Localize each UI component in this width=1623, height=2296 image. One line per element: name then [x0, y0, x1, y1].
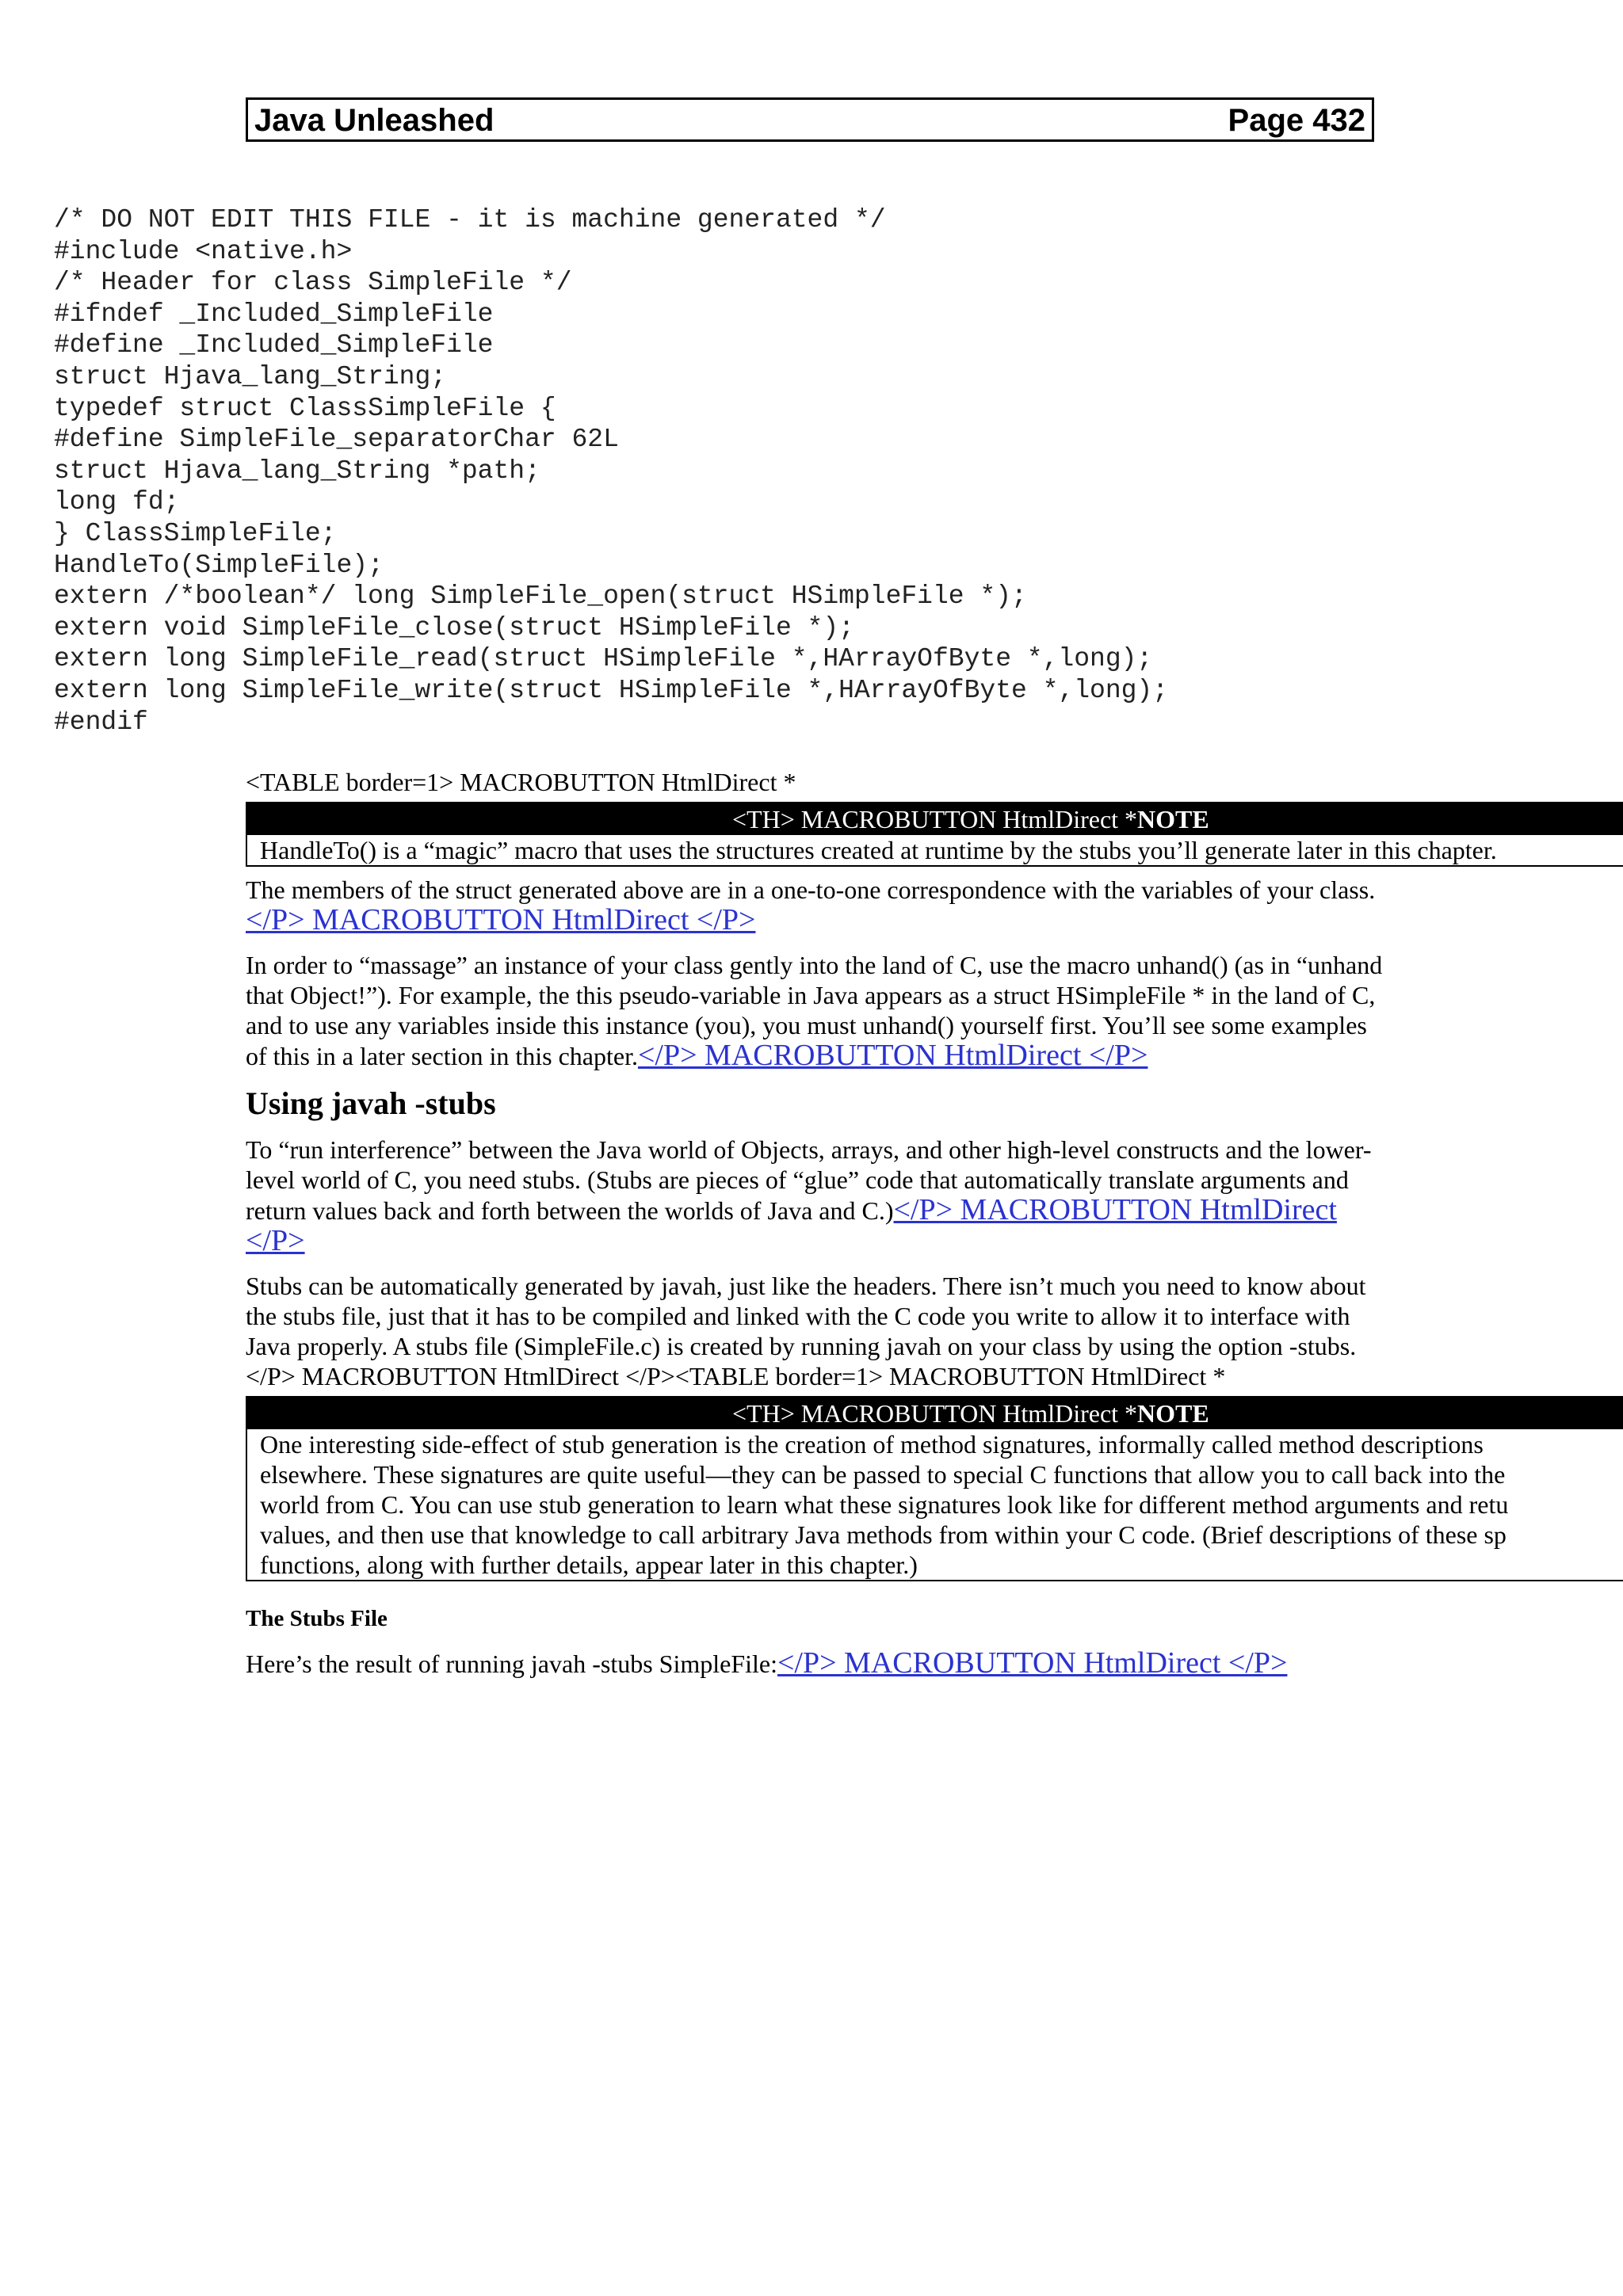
code-line: } ClassSimpleFile; — [54, 518, 337, 548]
code-line: #define SimpleFile_separatorChar 62L — [54, 425, 619, 455]
note-line: functions, along with further details, appear later in this chapter.) — [260, 1550, 918, 1579]
document-body — [246, 767, 1623, 1693]
code-line: struct Hjava_lang_String; — [54, 361, 447, 391]
note-line: world from C. You can use stub generation to learn what these signatures look like for different method arguments and retu — [260, 1490, 1509, 1519]
book-title: Java Unleashed — [254, 103, 495, 138]
code-line: HandleTo(SimpleFile); — [54, 550, 384, 580]
note-label: NOTE — [1137, 805, 1209, 833]
note-label: NOTE — [1137, 1399, 1209, 1428]
macrobutton-link[interactable]: </P> MACROBUTTON HtmlDirect </P> — [246, 903, 756, 936]
note-body — [246, 1429, 1623, 1581]
note-header-prefix: <TH> MACROBUTTON HtmlDirect * — [732, 1399, 1138, 1428]
paragraph — [246, 1648, 1387, 1679]
code-line: extern long SimpleFile_write(struct HSimpleFile *,HArrayOfByte *,long); — [54, 675, 1169, 705]
code-line: #ifndef _Included_SimpleFile — [54, 299, 494, 329]
code-line: typedef struct ClassSimpleFile { — [54, 393, 556, 423]
note-table — [246, 802, 1623, 867]
paragraph — [246, 1271, 1387, 1391]
note-header-prefix: <TH> MACROBUTTON HtmlDirect * — [732, 805, 1138, 833]
code-listing — [54, 204, 1168, 738]
code-line: /* DO NOT EDIT THIS FILE - it is machine generated */ — [54, 205, 886, 235]
paragraph-text: To “run interference” between the Java world of Objects, arrays, and other high-level constructs and the lower-level world of C, you need stubs. (Stubs are pieces of “glue” code that automatically translate arguments and return values back and forth between the worlds of Java and C.) — [246, 1135, 1372, 1225]
code-line: extern long SimpleFile_read(struct HSimpleFile *,HArrayOfByte *,long); — [54, 644, 1153, 674]
code-line: /* Header for class SimpleFile */ — [54, 268, 572, 298]
macrobutton-link[interactable]: </P> MACROBUTTON HtmlDirect </P> — [777, 1646, 1288, 1680]
paragraph — [246, 875, 1387, 936]
code-line: long fd; — [54, 487, 180, 517]
note-line: elsewhere. These signatures are quite useful—they can be passed to special C functions that allow you to call back into the — [260, 1460, 1506, 1489]
note-line: One interesting side-effect of stub generation is the creation of method signatures, informally called method descriptions — [260, 1430, 1484, 1459]
paragraph-text: The members of the struct generated above are in a one-to-one correspondence with the variables of your class. — [246, 875, 1376, 904]
macrobutton-link[interactable]: </P> MACROBUTTON HtmlDirect </P> — [637, 1039, 1148, 1072]
paragraph — [246, 950, 1387, 1071]
note-header — [246, 803, 1623, 835]
note-table — [246, 1396, 1623, 1581]
paragraph — [246, 1135, 1387, 1257]
note-header — [246, 1397, 1623, 1429]
code-line: #include <native.h> — [54, 236, 353, 266]
note-line: HandleTo() is a “magic” macro that uses the structures created at runtime by the stubs you’ll generate later in this chapter. — [260, 836, 1497, 864]
code-line: extern void SimpleFile_close(struct HSimpleFile *); — [54, 612, 854, 643]
note-line: values, and then use that knowledge to call arbitrary Java methods from within your C code. (Brief descriptions of these sp — [260, 1520, 1507, 1549]
code-line: #endif — [54, 707, 148, 737]
paragraph-text: In order to “massage” an instance of your class gently into the land of C, use the macro unhand() (as in “unhand that Object!”). For example, the this pseudo-variable in Java appears as a struct HSimpleFile * in the land of C, and to use any variables inside this instance (you), you must unhand() yourself first. You’ll see some examples of this in a later section in this chapter. — [246, 951, 1383, 1070]
macro-table-line: <TABLE border=1> MACROBUTTON HtmlDirect * — [246, 768, 796, 796]
macrobutton-link[interactable]: </P> MACROBUTTON HtmlDirect </P> — [246, 1193, 1337, 1257]
paragraph-text: Here’s the result of running javah -stubs SimpleFile: — [246, 1650, 777, 1678]
note-body — [246, 835, 1623, 866]
paragraph-text: Stubs can be automatically generated by javah, just like the headers. There isn’t much you need to know about the stubs file, just that it has to be compiled and linked with the C code you write to allow it to interface with Java properly. A stubs file (SimpleFile.c) is created by running javah on your class by using the option -stubs.</P> MACROBUTTON HtmlDirect </P><TABLE border=1> MACROBUTTON HtmlDirect * — [246, 1272, 1366, 1390]
page-number: Page 432 — [1228, 103, 1365, 138]
code-line: struct Hjava_lang_String *path; — [54, 456, 540, 486]
section-heading: Using javah -stubs — [246, 1085, 496, 1121]
code-line: #define _Included_SimpleFile — [54, 330, 494, 360]
running-header — [246, 97, 1374, 142]
code-line: extern /*boolean*/ long SimpleFile_open(struct HSimpleFile *); — [54, 582, 1027, 612]
subsection-heading: The Stubs File — [246, 1606, 388, 1631]
